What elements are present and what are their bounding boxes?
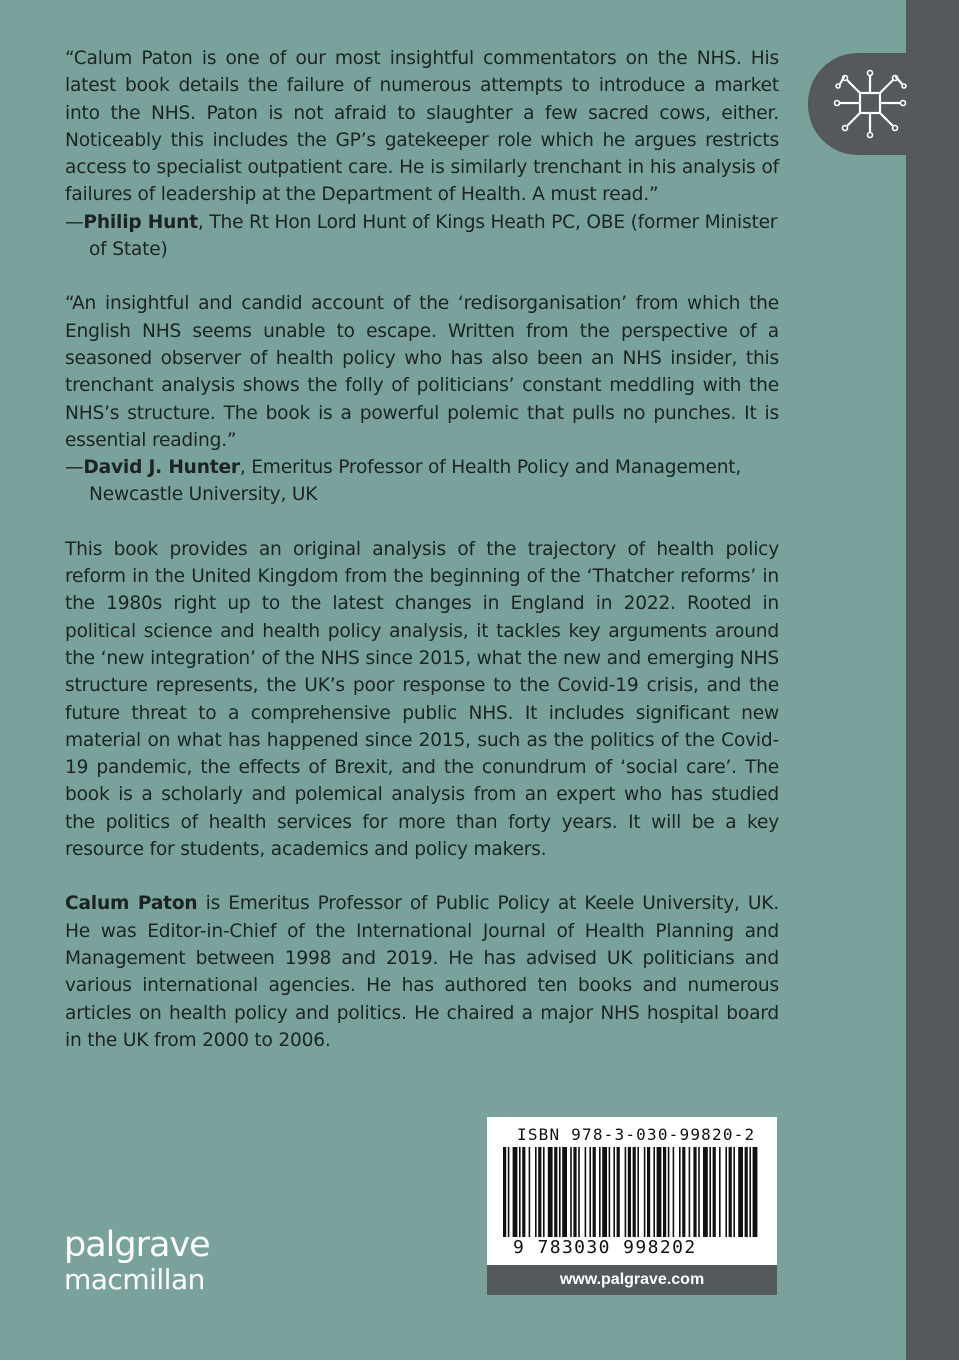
endorsement-quote-1: “Calum Paton is one of our most insightful commentators on the NHS. His latest book details the failure of numerous attempts to introduce a market into the NHS. Paton is not afraid to slaughter a few sacred cows, either. Noticeably this includes the GP’s gatekeeper role which he argues restricts access to specialist outpatient care. He is similarly trenchant in his analysis of failures of leadership at the Department of Health. A must read.” [65, 48, 779, 206]
barcode-bar [522, 1147, 525, 1237]
barcode-bar [503, 1147, 506, 1237]
back-cover-text [65, 45, 779, 1054]
barcode-bar [698, 1147, 700, 1237]
barcode-bar [729, 1147, 732, 1237]
isbn-barcode [487, 1117, 777, 1265]
barcode-bar [602, 1147, 607, 1237]
endorsement-attribution-2: —David J. Hunter, Emeritus Professor of Health Policy and Management, Newcastle University, UK [65, 457, 742, 506]
barcode-bar [570, 1147, 572, 1237]
book-spine [906, 0, 959, 1360]
barcode-bar [519, 1147, 521, 1237]
barcode-bar [538, 1147, 541, 1237]
barcode-bar [709, 1147, 711, 1237]
barcode-bar [668, 1147, 670, 1237]
barcode-bar [749, 1147, 751, 1237]
author-bio-text: is Emeritus Professor of Public Policy at Keele University, UK. He was Editor-in-Chief of the International Journal of Health Planning and Management between 1998 and 2019. He has advised UK politicians and various international agencies. He has authored ten books and numerous articles on health policy and politics. He chaired a major NHS hospital board in the UK from 2000 to 2006. [65, 893, 779, 1051]
barcode-bar [599, 1147, 601, 1237]
barcode-bar [613, 1147, 615, 1237]
barcode-bar [535, 1147, 537, 1237]
barcode-bar [647, 1147, 650, 1237]
author-bio [65, 890, 779, 1054]
barcode-bar [689, 1147, 691, 1237]
barcode-bar [628, 1147, 631, 1237]
barcode-bar [554, 1147, 557, 1237]
barcode-bar [663, 1147, 666, 1237]
barcode-bar [559, 1147, 561, 1237]
barcode-bar [673, 1147, 675, 1237]
barcode-bars [501, 1147, 763, 1243]
barcode-bar [679, 1147, 681, 1237]
barcode-bar [573, 1147, 576, 1237]
publisher-logo-tab [808, 53, 959, 155]
barcode-bar [745, 1147, 748, 1237]
endorser-title: , Emeritus Professor of Health Policy and Management, Newcastle University, UK [89, 457, 742, 506]
publisher-wordmark [64, 1225, 210, 1296]
palgrave-network-icon [830, 66, 916, 142]
isbn-digits: 9 783030 998202 [513, 1237, 697, 1258]
barcode-bar [593, 1147, 596, 1237]
barcode-bar [513, 1147, 518, 1237]
endorser-name: David J. Hunter [83, 457, 240, 479]
barcode-bar [725, 1147, 727, 1237]
endorsement-attribution-1: —Philip Hunt, The Rt Hon Lord Hunt of Kings Heath PC, OBE (former Minister of State) [65, 211, 778, 261]
barcode-bar [578, 1147, 580, 1237]
book-description: This book provides an original analysis of the trajectory of health policy reform in the United Kingdom from the beginning of the ‘Thatcher reforms’ in the 1980s right up to the latest changes in England in 2022. Rooted in political science and health policy analysis, it tackles key arguments around the ‘new integration’ of the NHS since 2015, what the new and emerging NHS structure represents, the UK’s poor response to the Covid-19 crisis, and the future threat to a comprehensive public NHS. It includes significant new material on what has happened since 2015, such as the politics of the Covid-19 pandemic, the effects of Brexit, and the conundrum of ‘social care’. The book is a scholarly and polemical analysis from an expert who has studied the politics of health services for more than forty years. It will be a key resource for students, academics and policy makers. [65, 538, 779, 861]
publisher-name-line1: palgrave [64, 1225, 210, 1265]
barcode-bar [633, 1147, 636, 1237]
isbn-label: ISBN 978-3-030-99820-2 [517, 1125, 756, 1144]
barcode-bar [693, 1147, 696, 1237]
barcode-bar [644, 1147, 646, 1237]
barcode-bar [753, 1147, 758, 1237]
barcode-bar [562, 1147, 567, 1237]
publisher-name-line2: macmillan [64, 1263, 205, 1296]
barcode-bar [637, 1147, 639, 1237]
barcode-bar [508, 1147, 510, 1237]
barcode-bar [617, 1147, 620, 1237]
barcode-bar [585, 1147, 587, 1237]
barcode-bar [703, 1147, 708, 1237]
barcode-bar [589, 1147, 591, 1237]
barcode-bar [548, 1147, 553, 1237]
barcode-bar [653, 1147, 655, 1237]
barcode-bar [733, 1147, 735, 1237]
barcode-bar [609, 1147, 611, 1237]
barcode-bar [625, 1147, 627, 1237]
endorser-name: Philip Hunt [83, 211, 198, 233]
barcode-bar [529, 1147, 531, 1237]
barcode-bar [738, 1147, 743, 1237]
barcode-bar [713, 1147, 716, 1237]
author-name: Calum Paton [65, 893, 198, 915]
publisher-url: www.palgrave.com [487, 1265, 777, 1295]
barcode-bar [543, 1147, 545, 1237]
endorsement-quote-2: “An insightful and candid account of the ‘redisorganisation’ from which the English NHS seems unable to escape. Written from the perspective of a seasoned observer of health policy who has also been an NHS insider, this trenchant analysis shows the folly of politicians’ constant meddling with the NHS’s structure. The book is a powerful polemic that pulls no punches. It is essential reading.” [65, 293, 779, 451]
endorser-title: , The Rt Hon Lord Hunt of Kings Heath PC, OBE (former Minister of State) [89, 211, 778, 261]
barcode-bar [719, 1147, 721, 1237]
barcode-bar [682, 1147, 685, 1237]
barcode-bar [657, 1147, 662, 1237]
